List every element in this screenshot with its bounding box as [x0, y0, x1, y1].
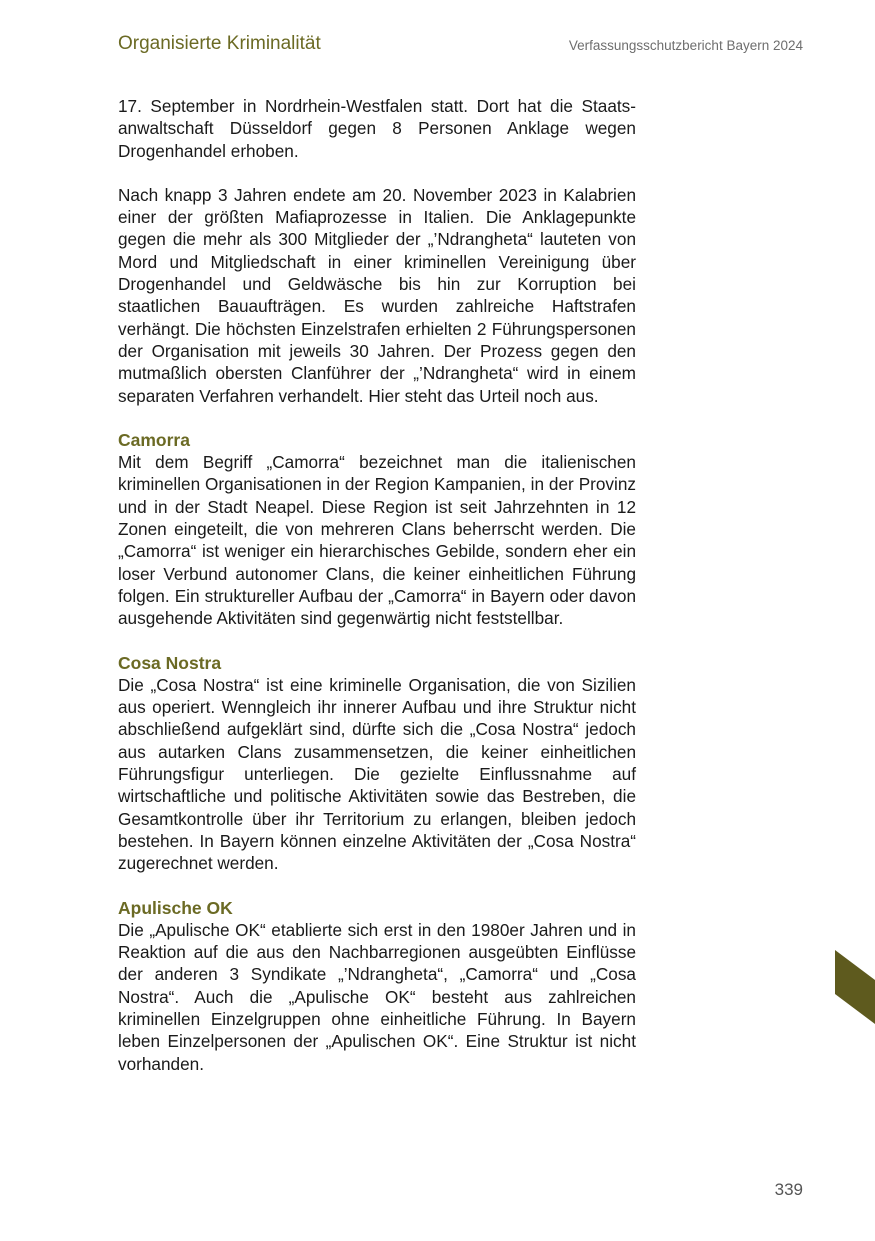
section-title-apulische-ok: Apulische OK: [118, 897, 233, 918]
running-header-report: Verfassungsschutzbericht Bayern 2024: [568, 38, 803, 53]
section-text-apulische-ok: Die „Apulische OK“ etablierte sich erst in den 1980er Jahren und in Reaktion auf die aus den Nachbarregionen ausgeübten Einflüsse der anderen 3 Syndikate „’Ndrangheta“, „Camorra“ und „Cosa Nostra“. Auch die „Apulische OK“ besteht aus zahlreichen kriminellen Einzelgruppen ohne einheitliche Führung. In Bayern leben Einzelpersonen der „Apulischen OK“. Eine Struktur ist nicht vorhanden.: [118, 919, 636, 1074]
chapter-tab-polygon: [835, 950, 875, 1024]
section-text-cosa-nostra: Die „Cosa Nostra“ ist eine kriminelle Organisation, die von Sizilien aus operiert. Wenngleich ihr innerer Aufbau und ihre Struktur nicht abschließend aufgeklärt sind, dürfte sich die „Cosa Nostra“ jedoch aus autarken Clans zusammensetzen, die keiner einheitlichen Führungsfigur unterliegen. Die gezielte Einflussnahme auf wirtschaftliche und politische Aktivitäten sowie das Bestreben, die Gesamtkontrolle über ihr Territorium zu erlangen, bleiben jedoch bestehen. In Bayern können einzelne Aktivitäten der „Cosa Nostra“ zugerechnet werden.: [118, 674, 636, 874]
running-header-section: Organisierte Kriminalität: [118, 33, 321, 54]
page-number: 339: [774, 1180, 803, 1199]
paragraph-spacer: [118, 875, 636, 897]
paragraph-spacer: [118, 407, 636, 429]
paragraph-spacer: [118, 630, 636, 652]
intro-paragraph-2: Nach knapp 3 Jahren endete am 20. November 2023 in Kalabrien einer der größten Mafiaprozesse in Italien. Die Anklagepunkte gegen die mehr als 300 Mitglieder der „’Ndrangheta“ lauteten von Mord und Mitgliedschaft in einer kriminellen Vereinigung über Drogenhandel und Geldwäsche bis hin zur Korruption bei staatlichen Bauaufträgen. Es wurden zahlreiche Haftstrafen verhängt. Die höchsten Einzelstrafen erhielten 2 Führungspersonen der Organisation mit jeweils 30 Jahren. Der Prozess gegen den mutmaßlich obersten Clanführer der „’Ndrangheta“ wird in einem separaten Verfahren verhandelt. Hier steht das Urteil noch aus.: [118, 184, 636, 406]
paragraph-spacer: [118, 162, 636, 184]
main-content: [118, 95, 636, 1075]
section-text-camorra: Mit dem Begriff „Camorra“ bezeichnet man die italienischen kriminellen Organisationen in der Region Kampanien, in der Provinz und in der Stadt Neapel. Diese Region ist seit Jahrzehnten in 12 Zonen eingeteilt, die von mehreren Clans beherrscht werden. Die „Camorra“ ist weniger ein hierarchisches Gebilde, sondern eher ein loser Verbund autonomer Clans, die keiner einheitlichen Führung folgen. Ein struktureller Aufbau der „Camorra“ in Bayern oder davon ausgehende Aktivitäten sind gegenwärtig nicht feststellbar.: [118, 452, 636, 629]
intro-paragraph-1: 17. September in Nordrhein-Westfalen statt. Dort hat die Staatsanwaltschaft Düsseldorf gegen 8 Personen Anklage wegen Drogenhandel erhoben.: [118, 96, 636, 161]
section-title-cosa-nostra: Cosa Nostra: [118, 652, 222, 673]
chapter-tab-shape: [835, 950, 875, 1024]
section-title-camorra: Camorra: [118, 429, 190, 450]
